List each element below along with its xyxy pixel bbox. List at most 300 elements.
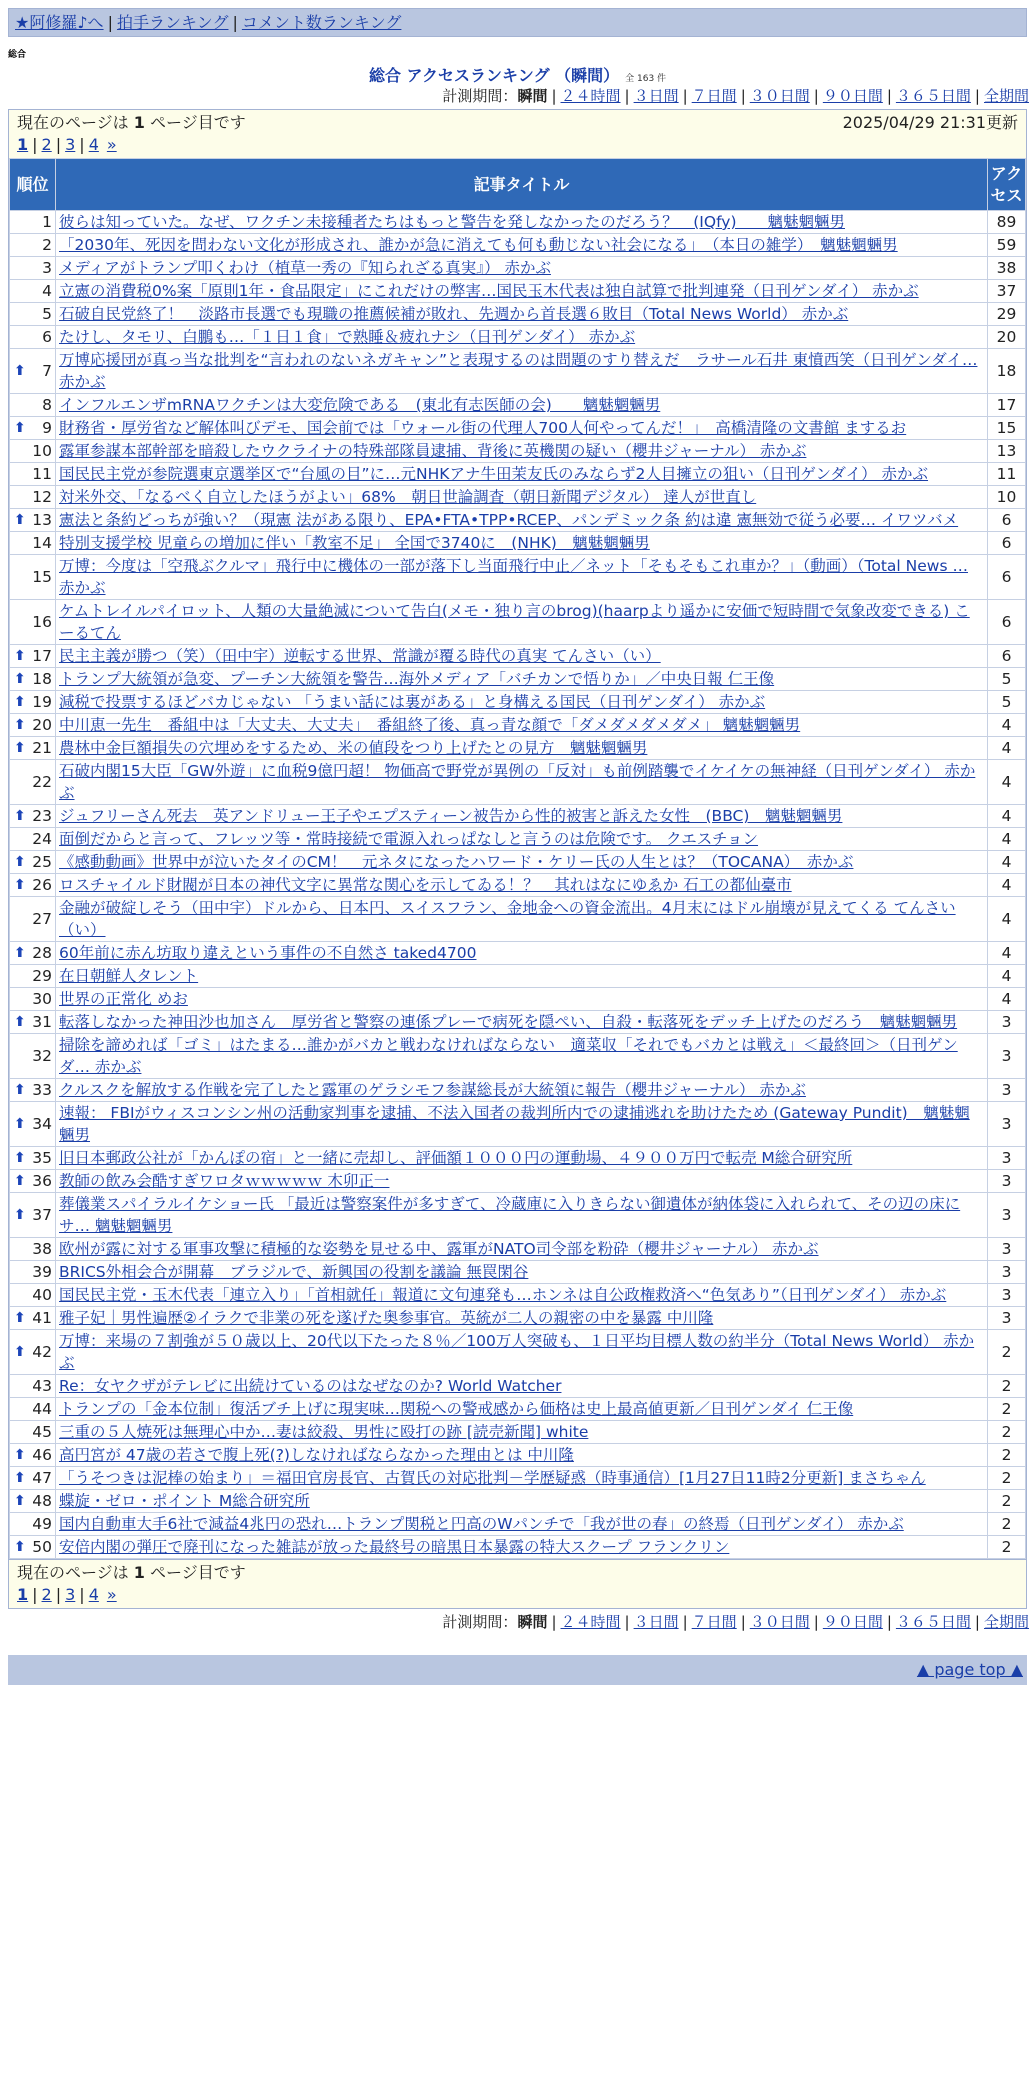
table-row <box>10 1034 1026 1079</box>
title-cell <box>56 668 988 691</box>
title-cell <box>56 1398 988 1421</box>
current-page-text-bottom: 現在のページは 1 ページ目です <box>17 1563 246 1582</box>
rank-number: 31 <box>32 1013 52 1031</box>
rank-number: 38 <box>32 1240 52 1258</box>
page-link-4[interactable]: 4 <box>88 135 99 154</box>
table-row <box>10 942 1026 965</box>
title-cell <box>56 1193 988 1238</box>
rank-up-arrow-icon: ⬆ <box>14 808 26 824</box>
rank-up-arrow-icon: ⬆ <box>14 945 26 961</box>
table-row <box>10 1238 1026 1261</box>
next-page-link[interactable]: » <box>106 1585 117 1604</box>
article-title-link[interactable]: 60年前に赤ん坊取り違えという事件の不自然さ taked4700 <box>59 944 477 962</box>
rank-cell <box>10 851 56 874</box>
article-title-link[interactable]: 減税で投票するほどバカじゃない 「うまい話には裏がある」と身構える国民（日刊ゲンダイ） 赤かぶ <box>59 693 766 711</box>
article-title-link[interactable]: 国民民主党・玉木代表「連立入り」「首相就任」報道に文句連発も…ホンネは自公政権救済へ“色気あり”（日刊ゲンダイ） 赤かぶ <box>59 1286 947 1304</box>
rank-number: 4 <box>42 282 52 300</box>
title-cell <box>56 691 988 714</box>
rank-up-arrow-icon: ⬆ <box>14 1173 26 1189</box>
rank-up-arrow-icon: ⬆ <box>14 1207 26 1223</box>
article-title-link[interactable]: ジュフリーさん死去 英アンドリュー王子やエプスティーン被告から性的被害と訴えた女性 (BBC) 魑魅魍魎男 <box>59 807 843 825</box>
ranking-container <box>8 109 1027 1609</box>
rank-number: 22 <box>32 773 52 791</box>
rank-cell <box>10 1467 56 1490</box>
period-365d[interactable]: ３６５日間 <box>895 87 971 105</box>
ranking-rows <box>10 211 1026 1559</box>
article-title-link[interactable]: 民主主義が勝つ（笑）（田中宇）逆転する世界、常識が覆る時代の真実 てんさい（い） <box>59 647 661 665</box>
rank-cell <box>10 1490 56 1513</box>
period-365d[interactable]: ３６５日間 <box>895 1613 971 1631</box>
rank-cell <box>10 1536 56 1559</box>
footer-bar <box>8 1655 1027 1685</box>
article-title-link[interactable]: 面倒だからと言って、フレッツ等・常時接続で電源入れっぱなしと言うのは危険です。 クエスチョン <box>59 830 759 848</box>
rank-cell <box>10 942 56 965</box>
article-title-link[interactable]: 世界の正常化 めお <box>59 990 188 1008</box>
access-count: 20 <box>988 326 1026 349</box>
article-title-link[interactable]: 農林中金巨額損失の穴埋めをするため、米の値段をつり上げたとの見方 魑魅魍魎男 <box>59 739 648 757</box>
article-title-link[interactable]: たけし、タモリ、白鵬も…「１日１食」で熟睡＆疲れナシ（日刊ゲンダイ） 赤かぶ <box>59 328 636 346</box>
article-title-link[interactable]: 対米外交、「なるべく自立したほうがよい」68% 朝日世論調査（朝日新聞デジタル） 達人が世直し <box>59 488 757 506</box>
rank-cell <box>10 1513 56 1536</box>
title-cell <box>56 1421 988 1444</box>
table-row <box>10 691 1026 714</box>
article-title-link[interactable]: 万博応援団が真っ当な批判を“言われのないネガキャン”と表現するのは問題のすり替えだ ラサール石井 東憤西笑（日刊ゲンダイ… 赤かぶ <box>59 351 978 391</box>
article-title-link[interactable]: 《感動動画》世界中が泣いたタイのCM！ 元ネタになったハワード・ケリー氏の人生とは？（TOCANA） 赤かぶ <box>59 853 854 871</box>
rank-number: 15 <box>32 568 52 586</box>
separator: | <box>107 13 113 32</box>
title-cell <box>56 1034 988 1079</box>
article-title-link[interactable]: Re：女ヤクザがテレビに出続けているのはなぜなのか? World Watcher <box>59 1377 562 1395</box>
article-title-link[interactable]: 旧日本郵政公社が「かんぽの宿」と一緒に売却し、評価額１０００円の運動場、４９００万円で転売 M総合研究所 <box>59 1149 853 1167</box>
article-title-link[interactable]: 露軍参謀本部幹部を暗殺したウクライナの特殊部隊員逮捕、背後に英機関の疑い（櫻井ジャーナル） 赤かぶ <box>59 442 807 460</box>
article-title-link[interactable]: BRICS外相会合が開幕 ブラジルで、新興国の役割を議論 無罠閑谷 <box>59 1263 529 1281</box>
title-cell <box>56 417 988 440</box>
rank-number: 10 <box>32 442 52 460</box>
rank-number: 6 <box>42 328 52 346</box>
rank-cell <box>10 555 56 600</box>
title-cell <box>56 1079 988 1102</box>
rank-number: 14 <box>32 534 52 552</box>
title-cell <box>56 1261 988 1284</box>
article-title-link[interactable]: 中川恵一先生 番組中は「大丈夫、大丈夫」 番組終了後、真っ青な顔で「ダメダメダメダメ」 魑魅魍魎男 <box>59 716 801 734</box>
period-all[interactable]: 全期間 <box>983 1613 1029 1631</box>
article-title-link[interactable]: 三重の５人焼死は無理心中か…妻は絞殺、男性に殴打の跡 [読売新聞] white <box>59 1423 589 1441</box>
rank-cell <box>10 1170 56 1193</box>
period-7d[interactable]: ７日間 <box>691 87 737 105</box>
table-row <box>10 234 1026 257</box>
title-cell <box>56 1147 988 1170</box>
page-link-3[interactable]: 3 <box>65 135 76 154</box>
access-count: 4 <box>988 805 1026 828</box>
article-title-link[interactable]: 憲法と条約どっちが強い？（現憲 法がある限り、EPA•FTA•TPP•RCEP、パンデミック条 約は違 憲無効で従う必要… イワツバメ <box>59 511 959 529</box>
article-title-link[interactable]: ケムトレイルパイロット、人類の大量絶滅について告白(メモ・独り言のbrog)(haarpより遥かに安価で短時間で気象改変できる) こーるてん <box>59 602 970 642</box>
rank-cell <box>10 1284 56 1307</box>
title-cell <box>56 851 988 874</box>
rank-number: 46 <box>32 1446 52 1464</box>
rank-number: 7 <box>42 362 52 380</box>
access-count: 4 <box>988 714 1026 737</box>
rank-cell <box>10 691 56 714</box>
access-count: 59 <box>988 234 1026 257</box>
period-3d[interactable]: ３日間 <box>633 87 679 105</box>
access-count: 15 <box>988 417 1026 440</box>
article-title-link[interactable]: 速報： FBIがウィスコンシン州の活動家判事を逮捕、不法入国者の裁判所内での逮捕逃れを助けたため (Gateway Pundit) 魑魅魍魎男 <box>59 1104 970 1144</box>
rank-cell <box>10 394 56 417</box>
rank-number: 11 <box>32 465 52 483</box>
article-title-link[interactable]: インフルエンザmRNAワクチンは大変危険である (東北有志医師の会) 魑魅魍魎男 <box>59 396 661 414</box>
page-link-3[interactable]: 3 <box>65 1585 76 1604</box>
rank-cell <box>10 668 56 691</box>
article-title-link[interactable]: 石破自民党終了！ 淡路市長選でも現職の推薦候補が敗れ、先週から首長選６敗目（Total News World） 赤かぶ <box>59 305 849 323</box>
rank-cell <box>10 874 56 897</box>
rank-cell <box>10 1011 56 1034</box>
page-link-4[interactable]: 4 <box>88 1585 99 1604</box>
article-title-link[interactable]: 欧州が露に対する軍事攻撃に積極的な姿勢を見せる中、露軍がNATO司令部を粉砕（櫻井ジャーナル） 赤かぶ <box>59 1240 819 1258</box>
rank-cell <box>10 257 56 280</box>
rank-number: 37 <box>32 1206 52 1224</box>
table-row <box>10 1375 1026 1398</box>
rank-up-arrow-icon: ⬆ <box>14 1493 26 1509</box>
rank-number: 21 <box>32 739 52 757</box>
access-count: 4 <box>988 737 1026 760</box>
access-count: 4 <box>988 965 1026 988</box>
period-all[interactable]: 全期間 <box>983 87 1029 105</box>
rank-number: 17 <box>32 647 52 665</box>
table-row <box>10 463 1026 486</box>
rank-cell <box>10 600 56 645</box>
rank-number: 25 <box>32 853 52 871</box>
access-count: 4 <box>988 942 1026 965</box>
title-cell <box>56 280 988 303</box>
access-count: 3 <box>988 1307 1026 1330</box>
article-title-link[interactable]: メディアがトランプ叩くわけ（植草一秀の『知られざる真実』） 赤かぶ <box>59 259 551 277</box>
rank-up-arrow-icon: ⬆ <box>14 717 26 733</box>
period-selector-top: 計測期間：瞬間 | ２４時間 | ３日間 | ７日間 | ３０日間 | ９０日間 | ３６５日間 | 全期間 <box>442 87 1029 105</box>
access-count: 10 <box>988 486 1026 509</box>
article-title-link[interactable]: 財務省・厚労省など解体叫びデモ、国会前では「ウォール街の代理人700人何やってんだ！」 高橋清隆の文書館 まするお <box>59 419 907 437</box>
article-title-link[interactable]: 万博：来場の７割強が５０歳以上、20代以下たった８％／100万人突破も、１日平均目標人数の約半分（Total News World） 赤かぶ <box>59 1332 975 1372</box>
title-cell <box>56 234 988 257</box>
table-row <box>10 1261 1026 1284</box>
updated-timestamp: 2025/04/29 21:31更新 <box>842 113 1018 132</box>
clap-ranking-link[interactable]: 拍手ランキング <box>116 13 229 32</box>
table-row <box>10 897 1026 942</box>
rank-number: 1 <box>42 213 52 231</box>
period-label: 計測期間： <box>442 87 518 105</box>
rank-cell <box>10 509 56 532</box>
table-row <box>10 280 1026 303</box>
article-title-link[interactable]: 掃除を諦めれば「ゴミ」はたまる…誰かがバカと戦わなければならない 適菜収「それでもバカとは戦え」＜最終回＞（日刊ゲンダ… 赤かぶ <box>59 1036 958 1076</box>
rank-cell <box>10 1079 56 1102</box>
table-row <box>10 257 1026 280</box>
comment-ranking-link[interactable]: コメント数ランキング <box>241 13 402 32</box>
rank-cell <box>10 1444 56 1467</box>
rank-up-arrow-icon: ⬆ <box>14 1470 26 1486</box>
title-cell <box>56 211 988 234</box>
top-nav-bar <box>8 8 1027 37</box>
rank-number: 36 <box>32 1172 52 1190</box>
rank-number: 39 <box>32 1263 52 1281</box>
title-cell <box>56 257 988 280</box>
table-row <box>10 1490 1026 1513</box>
table-row <box>10 303 1026 326</box>
access-count: 13 <box>988 440 1026 463</box>
rank-number: 43 <box>32 1377 52 1395</box>
article-title-link[interactable]: 立憲の消費税0%案「原則1年・食品限定」にこれだけの弊害…国民玉木代表は独自試算で批判連発（日刊ゲンダイ） 赤かぶ <box>59 282 919 300</box>
title-cell <box>56 463 988 486</box>
table-row <box>10 486 1026 509</box>
period-current: 瞬間 <box>517 87 548 105</box>
access-count: 6 <box>988 645 1026 668</box>
access-count: 37 <box>988 280 1026 303</box>
page-link-2[interactable]: 2 <box>41 135 52 154</box>
rank-up-arrow-icon: ⬆ <box>14 420 26 436</box>
rank-cell <box>10 988 56 1011</box>
access-count: 2 <box>988 1444 1026 1467</box>
rank-up-arrow-icon: ⬆ <box>14 1539 26 1555</box>
rank-cell <box>10 965 56 988</box>
title-cell <box>56 1513 988 1536</box>
rank-up-arrow-icon: ⬆ <box>14 694 26 710</box>
rank-up-arrow-icon: ⬆ <box>14 1116 26 1132</box>
table-row <box>10 1147 1026 1170</box>
column-header-title: 記事タイトル <box>56 159 988 211</box>
title-cell <box>56 942 988 965</box>
rank-number: 20 <box>32 716 52 734</box>
rank-number: 23 <box>32 807 52 825</box>
rank-cell <box>10 1034 56 1079</box>
table-row <box>10 874 1026 897</box>
access-count: 5 <box>988 691 1026 714</box>
table-row <box>10 417 1026 440</box>
rank-number: 27 <box>32 910 52 928</box>
period-24h[interactable]: ２４時間 <box>560 1613 621 1631</box>
rank-up-arrow-icon: ⬆ <box>14 671 26 687</box>
table-row <box>10 1170 1026 1193</box>
rank-cell <box>10 280 56 303</box>
access-count: 2 <box>988 1490 1026 1513</box>
article-title-link[interactable]: 「2030年、死因を問わない文化が形成され、誰かが急に消えても何も動じない社会になる」 （本日の雑学） 魑魅魍魎男 <box>59 236 898 254</box>
article-title-link[interactable]: 「うそつきは泥棒の始まり」＝福田官房長官、古賀氏の対応批判－学歴疑惑（時事通信）[1月27日11時2分更新] まさちゃん <box>59 1469 926 1487</box>
article-title-link[interactable]: 在日朝鮮人タレント <box>59 967 199 985</box>
page-link-1[interactable]: 1 <box>17 1585 29 1604</box>
title-cell <box>56 1307 988 1330</box>
article-title-link[interactable]: ロスチャイルド財閥が日本の神代文字に異常な関心を示してゐる！？ 其れはなにゆゑか 石工の都仙臺市 <box>59 876 792 894</box>
rank-number: 48 <box>32 1492 52 1510</box>
rank-cell <box>10 1238 56 1261</box>
article-title-link[interactable]: 金融が破綻しそう（田中宇）ドルから、日本円、スイスフラン、金地金への資金流出。4月末にはドル崩壊が見えてくる てんさい（い） <box>59 899 956 939</box>
access-count: 3 <box>988 1238 1026 1261</box>
table-row <box>10 714 1026 737</box>
access-count: 29 <box>988 303 1026 326</box>
rank-number: 33 <box>32 1081 52 1099</box>
rank-number: 47 <box>32 1469 52 1487</box>
article-title-link[interactable]: 転落しなかった神田沙也加さん 厚労省と警察の連係プレーで病死を隠ぺい、自殺・転落死をデッチ上げたのだろう 魑魅魍魎男 <box>59 1013 958 1031</box>
current-page-text: 現在のページは 1 ページ目です <box>17 113 246 132</box>
article-title-link[interactable]: 万博：今度は「空飛ぶクルマ」飛行中に機体の一部が落下し当面飛行中止／ネット「そもそもこれ車か？」（動画）（Total News … 赤かぶ <box>59 557 968 597</box>
access-count: 3 <box>988 1102 1026 1147</box>
rank-cell <box>10 211 56 234</box>
table-row <box>10 988 1026 1011</box>
article-title-link[interactable]: トランプ大統領が急変、プーチン大統領を警告…海外メディア「バチカンで悟りか」／中央日報 仁王像 <box>59 670 775 688</box>
rank-number: 5 <box>42 305 52 323</box>
rank-cell <box>10 486 56 509</box>
table-row <box>10 600 1026 645</box>
title-cell <box>56 555 988 600</box>
table-row <box>10 1079 1026 1102</box>
title-cell <box>56 1011 988 1034</box>
table-row <box>10 394 1026 417</box>
rank-number: 45 <box>32 1423 52 1441</box>
rank-number: 41 <box>32 1309 52 1327</box>
article-title-link[interactable]: 彼らは知っていた。なぜ、ワクチン未接種者たちはもっと警告を発しなかったのだろう？ (IQfy) 魑魅魍魎男 <box>59 213 845 231</box>
rank-up-arrow-icon: ⬆ <box>14 854 26 870</box>
title-cell <box>56 1467 988 1490</box>
table-row <box>10 349 1026 394</box>
page-link-1[interactable]: 1 <box>17 135 29 154</box>
article-title-link[interactable]: 葬儀業スパイラルイケショー氏 「最近は警察案件が多すぎて、冷蔵庫に入りきらない御遺体が納体袋に入れられて、その辺の床にサ… 魑魅魍魎男 <box>59 1195 961 1235</box>
category-label: 総合 <box>8 50 27 60</box>
item-count: 全 163 件 <box>625 74 667 84</box>
table-row <box>10 1536 1026 1559</box>
table-row <box>10 828 1026 851</box>
rank-up-arrow-icon: ⬆ <box>14 877 26 893</box>
access-count: 4 <box>988 988 1026 1011</box>
title-cell <box>56 874 988 897</box>
rank-number: 28 <box>32 944 52 962</box>
access-count: 38 <box>988 257 1026 280</box>
column-header-access: アクセス <box>988 159 1026 211</box>
article-title-link[interactable]: 蝶旋・ゼロ・ポイント M総合研究所 <box>59 1492 310 1510</box>
rank-up-arrow-icon: ⬆ <box>14 1310 26 1326</box>
rank-up-arrow-icon: ⬆ <box>14 512 26 528</box>
table-row <box>10 440 1026 463</box>
rank-cell <box>10 303 56 326</box>
rank-cell <box>10 349 56 394</box>
rank-cell <box>10 645 56 668</box>
article-title-link[interactable]: 国内自動車大手6社で減益4兆円の恐れ…トランプ関税と円高のWパンチで「我が世の春」の終焉（日刊ゲンダイ） 赤かぶ <box>59 1515 904 1533</box>
access-count: 3 <box>988 1193 1026 1238</box>
rank-number: 35 <box>32 1149 52 1167</box>
rank-up-arrow-icon: ⬆ <box>14 363 26 379</box>
rank-number: 29 <box>32 967 52 985</box>
table-row <box>10 1284 1026 1307</box>
access-count: 3 <box>988 1011 1026 1034</box>
page-link-2[interactable]: 2 <box>41 1585 52 1604</box>
article-title-link[interactable]: 高円宮が 47歳の若さで腹上死(?)しなければならなかった理由とは 中川隆 <box>59 1446 574 1464</box>
table-row <box>10 668 1026 691</box>
title-cell <box>56 1170 988 1193</box>
article-title-link[interactable]: 国民民主党が参院選東京選挙区で“台風の目”に…元NHKアナ牛田茉友氏のみならず2人目擁立の狙い（日刊ゲンダイ） 赤かぶ <box>59 465 929 483</box>
pagination-bottom: 1 | 2 | 3 | 4 » <box>17 1585 117 1604</box>
article-title-link[interactable]: トランプの「金本位制」復活ブチ上げに現実味…関税への警戒感から価格は史上最高値更新／日刊ゲンダイ 仁王像 <box>59 1400 854 1418</box>
access-count: 2 <box>988 1398 1026 1421</box>
table-row <box>10 1444 1026 1467</box>
rank-up-arrow-icon: ⬆ <box>14 740 26 756</box>
article-title-link[interactable]: 教師の飲み会酷すぎワロタｗｗｗｗｗ 木卯正一 <box>59 1172 390 1190</box>
rank-cell <box>10 1147 56 1170</box>
rank-cell <box>10 326 56 349</box>
article-title-link[interactable]: 特別支援学校 児童らの増加に伴い「教室不足」 全国で3740に (NHK) 魑魅魍魎男 <box>59 534 650 552</box>
rank-up-arrow-icon: ⬆ <box>14 1082 26 1098</box>
rank-cell <box>10 1375 56 1398</box>
rank-number: 8 <box>42 396 52 414</box>
page-top-link[interactable]: ▲ page top ▲ <box>916 1660 1023 1679</box>
article-title-link[interactable]: 安倍内閣の弾圧で廃刊になった雑誌が放った最終号の暗黒日本暴露の特大スクープ フランクリン <box>59 1538 730 1556</box>
title-cell <box>56 486 988 509</box>
table-row <box>10 645 1026 668</box>
title-cell <box>56 805 988 828</box>
access-count: 89 <box>988 211 1026 234</box>
title-cell <box>56 1102 988 1147</box>
rank-cell <box>10 1261 56 1284</box>
rank-cell <box>10 532 56 555</box>
rank-up-arrow-icon: ⬆ <box>14 1344 26 1360</box>
rank-cell <box>10 714 56 737</box>
rank-cell <box>10 1193 56 1238</box>
rank-cell <box>10 828 56 851</box>
period-current: 瞬間 <box>517 1613 548 1631</box>
title-cell <box>56 1444 988 1467</box>
table-row <box>10 851 1026 874</box>
title-cell <box>56 509 988 532</box>
table-row <box>10 1193 1026 1238</box>
access-count: 18 <box>988 349 1026 394</box>
title-cell <box>56 303 988 326</box>
table-row <box>10 1513 1026 1536</box>
period-30d[interactable]: ３０日間 <box>749 1613 810 1631</box>
access-count: 4 <box>988 897 1026 942</box>
title-cell <box>56 1490 988 1513</box>
access-count: 6 <box>988 509 1026 532</box>
period-90d[interactable]: ９０日間 <box>822 1613 883 1631</box>
table-row <box>10 965 1026 988</box>
rank-number: 2 <box>42 236 52 254</box>
article-title-link[interactable]: 雅子妃｜男性遍歴②イラクで非業の死を遂げた奥参事官。英統が二人の親密の中を暴露 中川隆 <box>59 1309 714 1327</box>
home-link[interactable]: ★阿修羅♪へ <box>15 13 104 32</box>
ranking-title: 総合 アクセスランキング （瞬間） <box>368 66 620 85</box>
access-count: 4 <box>988 851 1026 874</box>
page-info-top <box>9 110 1026 158</box>
article-title-link[interactable]: 石破内閣15大臣「GW外遊」に血税9億円超！ 物価高で野党が異例の「反対」も前例踏襲でイケイケの無神経（日刊ゲンダイ） 赤かぶ <box>59 762 976 802</box>
period-90d[interactable]: ９０日間 <box>822 87 883 105</box>
title-cell <box>56 988 988 1011</box>
access-count: 4 <box>988 760 1026 805</box>
table-row <box>10 509 1026 532</box>
rank-cell <box>10 737 56 760</box>
period-30d[interactable]: ３０日間 <box>749 87 810 105</box>
access-count: 11 <box>988 463 1026 486</box>
access-count: 6 <box>988 555 1026 600</box>
period-3d[interactable]: ３日間 <box>633 1613 679 1631</box>
rank-number: 42 <box>32 1343 52 1361</box>
title-cell <box>56 1284 988 1307</box>
period-24h[interactable]: ２４時間 <box>560 87 621 105</box>
table-row <box>10 326 1026 349</box>
rank-number: 19 <box>32 693 52 711</box>
rank-up-arrow-icon: ⬆ <box>14 1150 26 1166</box>
rank-number: 3 <box>42 259 52 277</box>
column-header-rank: 順位 <box>10 159 56 211</box>
next-page-link[interactable]: » <box>106 135 117 154</box>
title-cell <box>56 1375 988 1398</box>
access-count: 3 <box>988 1261 1026 1284</box>
table-row <box>10 211 1026 234</box>
article-title-link[interactable]: クルスクを解放する作戦を完了したと露軍のゲラシモフ参謀総長が大統領に報告（櫻井ジャーナル） 赤かぶ <box>59 1081 806 1099</box>
title-cell <box>56 645 988 668</box>
rank-cell <box>10 234 56 257</box>
period-7d[interactable]: ７日間 <box>691 1613 737 1631</box>
